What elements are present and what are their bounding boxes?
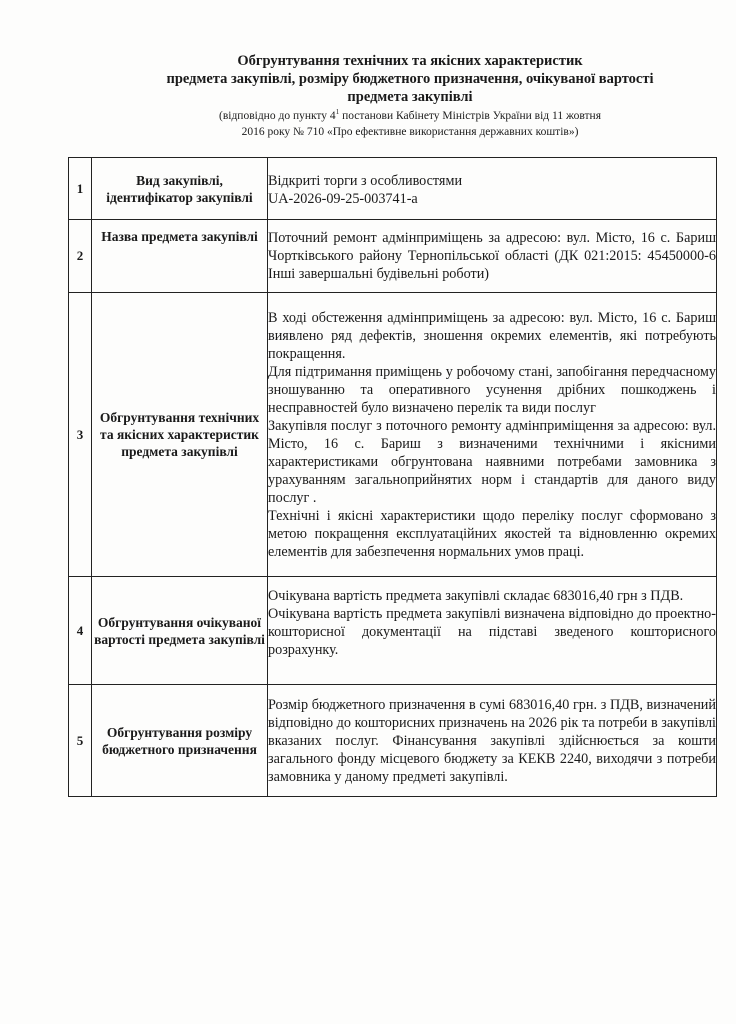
row-label: Вид закупівлі, ідентифікатор закупівлі (92, 158, 268, 220)
table-row (69, 158, 717, 220)
row-paragraph: Технічні і якісні характеристики щодо переліку послуг сформовано з метою покращення експлуатаційних якостей та відновленню окремих елементів для забезпечення нормальних умов праці. (268, 507, 716, 560)
row-number: 5 (69, 685, 92, 797)
row-label: Обгрунтування технічних та якісних характеристик предмета закупівлі (92, 293, 268, 577)
row-number: 2 (69, 220, 92, 293)
document-title (60, 52, 736, 106)
row-label: Обгрунтування очікуваної вартості предмета закупівлі (92, 577, 268, 685)
row-number: 3 (69, 293, 92, 577)
table-row (69, 685, 717, 797)
table-row (69, 293, 717, 577)
row-number: 1 (69, 158, 92, 220)
row-paragraph: Для підтримання приміщень у робочому стані, запобігання передчасному зношуванню та оперативного усунення дрібних пошкоджень і несправностей було визначено перелік та види послуг (268, 363, 716, 416)
title-line-2: предмета закупівлі, розміру бюджетного призначення, очікуваної вартості (166, 71, 654, 87)
subtitle-part-a: (відповідно до пункту 4 (219, 110, 336, 122)
row-content (268, 577, 717, 685)
row-paragraph: Очікувана вартість предмета закупівлі визначена відповідно до проектно-кошторисної документації на підставі зведеного кошторисного розрахунку. (268, 606, 716, 658)
row-content (268, 293, 717, 577)
document-subtitle (100, 108, 720, 140)
row-paragraph: В ході обстеження адмінприміщень за адресою: вул. Місто, 16 с. Бариш виявлено ряд дефектів, зношення окремих елементів, які потребують покращення. (268, 309, 716, 362)
row-content (268, 685, 717, 797)
title-line-1: Обгрунтування технічних та якісних характеристик (237, 53, 583, 69)
table-row (69, 220, 717, 293)
row-paragraph: Розмір бюджетного призначення в сумі 683016,40 грн. з ПДВ, визначений відповідно до кошторисних призначень на 2026 рік та потреби в закупівлі вказаних послуг. Фінансування закупівлі здійснюється за кошти загального фонду місцевого бюджету за КЕКВ 2240, виходячи з потреби замовника у даному предметі закупівлі. (268, 696, 716, 785)
row-content (268, 158, 717, 220)
justification-table (68, 157, 717, 797)
row-paragraph: UA-2026-09-25-003741-a (268, 191, 418, 207)
subtitle-superscript: 1 (335, 108, 340, 117)
subtitle-part-b: постанови Кабінету Міністрів України від 11 жовтня (339, 110, 601, 122)
row-paragraph: Відкриті торги з особливостями (268, 173, 463, 189)
row-number: 4 (69, 577, 92, 685)
row-label: Обгрунтування розміру бюджетного призначення (92, 685, 268, 797)
row-label: Назва предмета закупівлі (92, 220, 268, 293)
row-paragraph: Закупівля послуг з поточного ремонту адмінприміщення за адресою: вул. Місто, 16 с. Бариш з визначеними технічними і якісними характеристиками обгрунтована наявними потребами замовника з урахуванням загальноприйнятих норм і стандартів для даного виду послуг . (268, 417, 716, 506)
row-content (268, 220, 717, 293)
subtitle-line-1 (100, 108, 720, 124)
subtitle-line-2: 2016 року № 710 «Про ефективне використання державних коштів») (241, 126, 579, 138)
row-paragraph: Очікувана вартість предмета закупівлі складає 683016,40 грн з ПДВ. (268, 588, 684, 604)
row-paragraph: Поточний ремонт адмінприміщень за адресою: вул. Місто, 16 с. Бариш Чортківського району Тернопільської області (ДК 021:2015: 45450000-6 Інші завершальні будівельні роботи) (268, 230, 716, 282)
title-line-3: предмета закупівлі (347, 89, 473, 105)
table-row (69, 577, 717, 685)
